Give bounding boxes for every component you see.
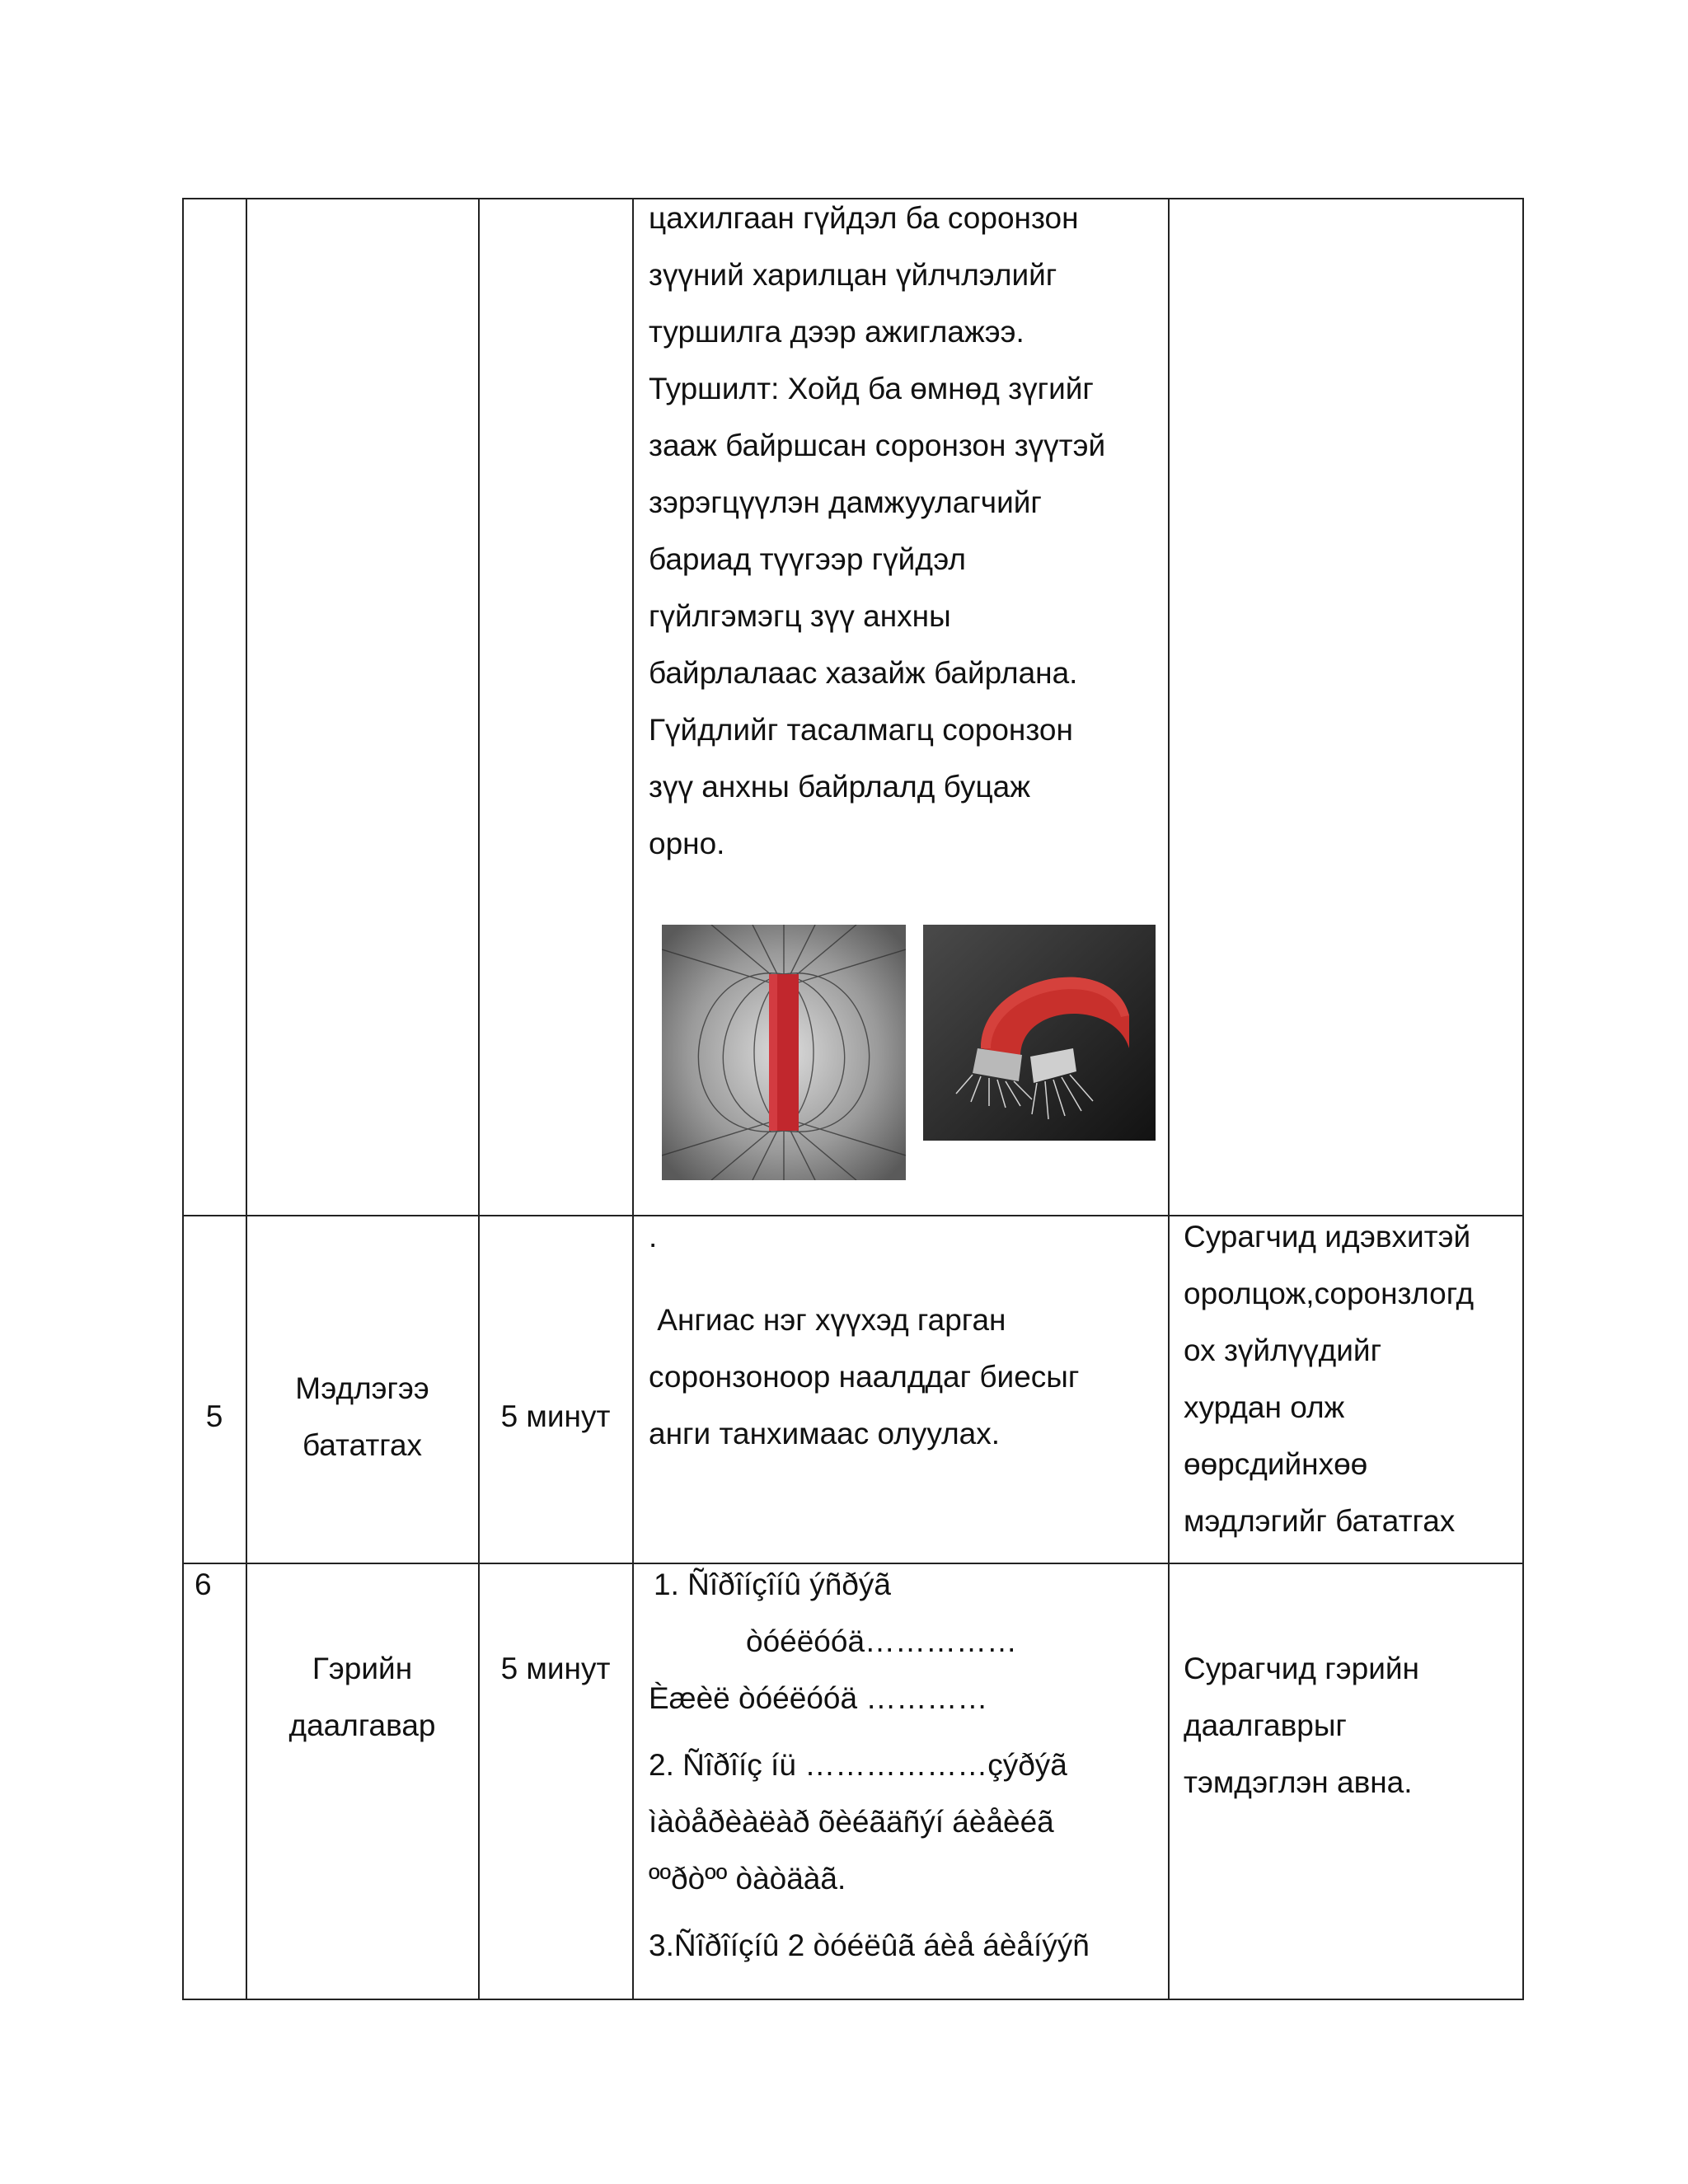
column-divider [1522,198,1524,2000]
activity-line: Ангиас нэг хүүхэд гарган [649,1303,1006,1337]
column-divider [182,198,184,2000]
outcome-line: Сурагчид гэрийн [1184,1652,1419,1685]
activity-line: зааж байршсан соронзон зүүтэй [649,429,1106,462]
row5-outcome [1184,1208,1517,1549]
outcome-line: хурдан олж [1184,1390,1345,1424]
row5-time: 5 минут [500,1399,611,1433]
homework-line: 3.Ñîðîíçíû 2 òóéëûã áèå áèåíýýñ [649,1929,1090,1962]
activity-line: гүйлгэмэгц зүү анхны [649,599,951,633]
row5-stage [246,1360,478,1474]
activity-line: Гүйдлийг тасалмагц соронзон [649,713,1073,747]
column-divider [632,198,634,2000]
row-continued-activity [649,190,1160,872]
column-divider [478,198,480,2000]
row6-stage [246,1640,478,1754]
activity-line: анги танхимаас олуулах. [649,1417,1001,1451]
stage-line: бататгах [302,1428,423,1462]
homework-line: 1. Ñîðîíçîíû ýñðýã [654,1568,891,1601]
stage-line: Гэрийн [312,1652,413,1685]
outcome-line: оролцож,соронзлогд [1184,1277,1475,1310]
column-divider [1168,198,1170,2000]
activity-line: орно. [649,827,725,860]
activity-line: зүүний харилцан үйлчлэлийг [649,258,1057,292]
homework-line: òóéëóóä…………… [746,1624,1018,1658]
row6-outcome [1184,1640,1517,1811]
activity-line: байрлалаас хазайж байрлана. [649,656,1078,690]
outcome-line: даалгаврыг [1184,1708,1347,1742]
row6-activity [649,1556,1160,1974]
outcome-line: ох зүйлүүдийг [1184,1333,1382,1367]
horseshoe-magnet-image [923,925,1156,1141]
outcome-line: мэдлэгийг бататгах [1184,1504,1456,1538]
row5-number: 5 [205,1399,223,1433]
homework-line: Èæèë òóéëóóä ………… [649,1681,988,1715]
activity-line: цахилгаан гүйдэл ба соронзон [649,201,1079,235]
activity-dot: . [649,1220,658,1254]
table-border-bottom [182,1999,1524,2000]
activity-line: зүү анхны байрлалд буцаж [649,770,1030,804]
homework-line: ººðòºº òàòäàã. [649,1862,846,1896]
outcome-line: Сурагчид идэвхитэй [1184,1220,1471,1254]
activity-line: туршилга дээр ажиглажээ. [649,315,1025,349]
stage-line: Мэдлэгээ [295,1371,429,1405]
homework-line: 2. Ñîðîíç íü ………………çýðýã [649,1748,1067,1782]
row6-time: 5 минут [500,1652,611,1685]
outcome-line: өөрсдийнхөө [1184,1447,1368,1481]
homework-line: ìàòåðèàëàð õèéãäñýí áèåèéã [649,1805,1054,1839]
stage-line: даалгавар [288,1708,436,1742]
row6-number: 6 [195,1568,212,1601]
activity-line: соронзоноор наалддаг биесыг [649,1360,1080,1394]
outcome-line: тэмдэглэн авна. [1184,1765,1413,1799]
activity-line: зэрэгцүүлэн дамжуулагчийг [649,485,1042,519]
row5-activity [649,1208,1160,1462]
bar-magnet-image [662,925,906,1180]
activity-line: Туршилт: Хойд ба өмнөд зүгийг [649,372,1094,405]
activity-line: бариад түүгээр гүйдэл [649,542,966,576]
